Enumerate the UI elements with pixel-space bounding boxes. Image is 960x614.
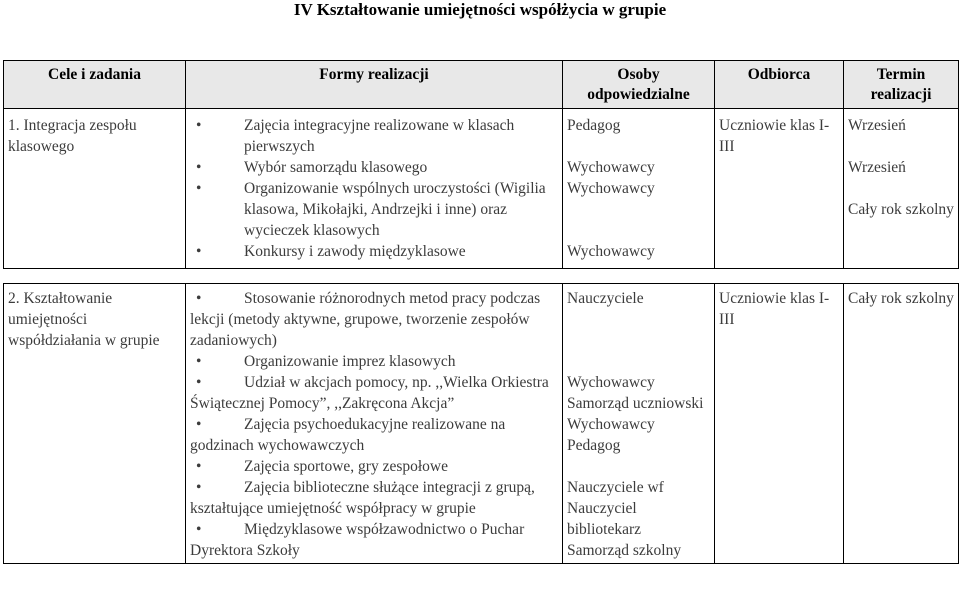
person: Nauczyciel bibliotekarz — [567, 500, 642, 538]
list-item: • Udział w akcjach pomocy, np. ,,Wielka Orkiestra Świątecznej Pomocy”, ,,Zakręcona Akcja” — [190, 374, 549, 412]
recipient-cell: Uczniowie klas I-III — [715, 109, 844, 269]
plan-table — [3, 60, 959, 564]
table-row — [4, 284, 959, 564]
bullet-icon: • — [196, 374, 202, 391]
list-item: • Organizowanie wspólnych uroczystości (Wigilia klasowa, Mikołajki, Andrzejki i inne) oraz wycieczek klasowych — [196, 180, 546, 239]
goal-cell: 1. Integracja zespołu klasowego — [4, 109, 186, 269]
header-recipient: Odbiorca — [715, 61, 844, 109]
list-item: • Zajęcia psychoedukacyjne realizowane na godzinach wychowawczych — [190, 416, 506, 454]
document-title: IV Kształtowanie umiejętności współżycia w grupie — [293, 0, 667, 19]
table-row — [4, 109, 959, 269]
list-item: • Wybór samorządu klasowego — [196, 159, 428, 176]
person: Nauczyciele wf — [567, 479, 664, 496]
responsible-cell — [563, 109, 715, 269]
list-item: • Organizowanie imprez klasowych — [196, 353, 456, 370]
spacer-row — [4, 269, 959, 284]
person: Wychowawcy — [567, 374, 655, 391]
person: Wychowawcy — [567, 159, 655, 176]
goal-cell: 2. Kształtowanie umiejętności współdziałania w grupie — [4, 284, 186, 564]
person: Wychowawcy — [567, 180, 655, 197]
term: Cały rok szkolny — [848, 290, 954, 307]
list-item: • Zajęcia biblioteczne służące integracji z grupą, kształtujące umiejętność współpracy w grupie — [190, 479, 535, 517]
header-goals: Cele i zadania — [4, 61, 186, 109]
bullet-icon: • — [196, 180, 202, 197]
bullet-icon: • — [196, 521, 202, 538]
bullet-icon: • — [196, 458, 202, 475]
term: Wrzesień — [848, 159, 906, 176]
list-item: • Zajęcia sportowe, gry zespołowe — [196, 458, 449, 475]
bullet-icon: • — [196, 479, 202, 496]
forms-cell — [186, 284, 563, 564]
person: Samorząd szkolny — [567, 542, 682, 559]
person: Samorząd uczniowski — [567, 395, 704, 412]
header-responsible: Osoby odpowiedzialne — [563, 61, 715, 109]
header-forms: Formy realizacji — [186, 61, 563, 109]
person: Pedagog — [567, 117, 621, 134]
list-item: • Konkursy i zawody międzyklasowe — [196, 243, 466, 260]
forms-cell — [186, 109, 563, 269]
bullet-icon: • — [196, 290, 202, 307]
term: Cały rok szkolny — [848, 201, 954, 218]
term: Wrzesień — [848, 117, 906, 134]
person: Wychowawcy — [567, 416, 655, 433]
term-cell — [844, 109, 959, 269]
list-item: • Zajęcia integracyjne realizowane w klasach pierwszych — [196, 117, 515, 155]
term-cell — [844, 284, 959, 564]
bullet-icon: • — [196, 117, 202, 134]
responsible-cell — [563, 284, 715, 564]
person: Pedagog — [567, 437, 621, 454]
recipient-cell: Uczniowie klas I-III — [715, 284, 844, 564]
header-term: Termin realizacji — [844, 61, 959, 109]
bullet-icon: • — [196, 243, 202, 260]
bullet-icon: • — [196, 159, 202, 176]
table-header-row — [4, 61, 959, 109]
bullet-icon: • — [196, 416, 202, 433]
bullet-icon: • — [196, 353, 202, 370]
list-item: • Stosowanie różnorodnych metod pracy podczas lekcji (metody aktywne, grupowe, tworzenie zespołów zadaniowych) — [190, 290, 541, 349]
person: Wychowawcy — [567, 243, 655, 260]
person: Nauczyciele — [567, 290, 644, 307]
list-item: • Międzyklasowe współzawodnictwo o Puchar Dyrektora Szkoły — [190, 521, 525, 559]
